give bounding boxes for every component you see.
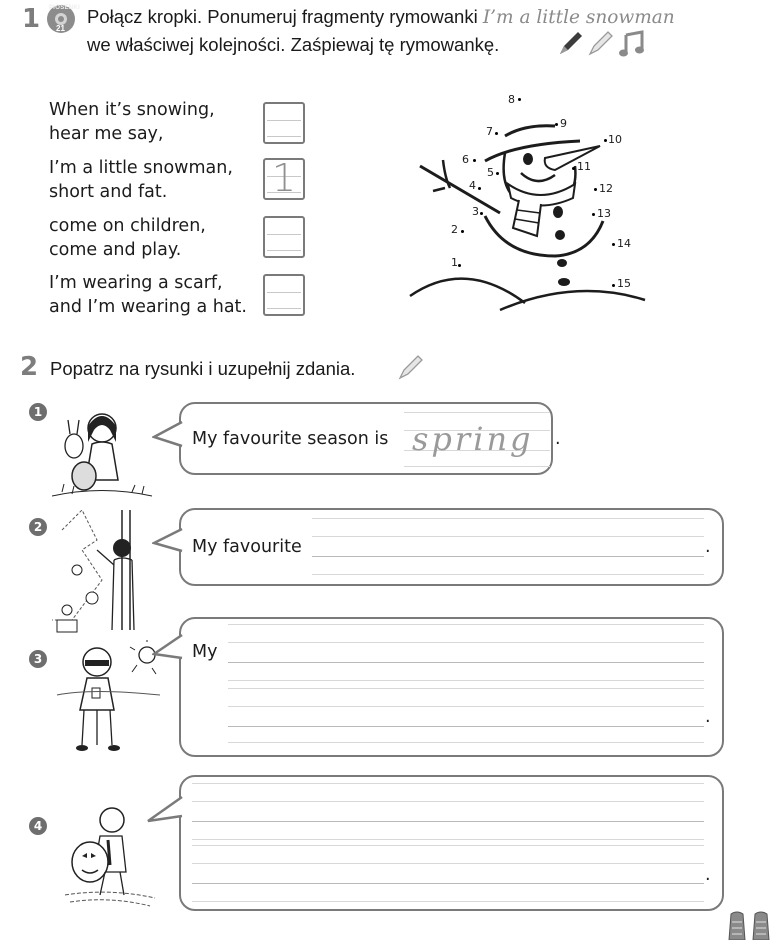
exercise-1-instruction-line2: we właściwej kolejności. Zaśpiewaj tę rymowankę. bbox=[87, 34, 500, 55]
dot-label: 7 bbox=[486, 125, 493, 138]
pencil-light-icon bbox=[396, 354, 424, 387]
sentence-prompt: My bbox=[192, 642, 218, 662]
spring-illustration bbox=[52, 400, 162, 500]
exercise-2-number: 2 bbox=[20, 352, 39, 382]
answer-value: 1 bbox=[271, 156, 297, 200]
song-title: I’m a little snowman bbox=[482, 7, 675, 28]
cd-badge-label: PIOSENKI bbox=[49, 5, 81, 11]
fragment-line: and I’m wearing a hat. bbox=[49, 297, 247, 317]
dot-label: 5 bbox=[487, 166, 494, 179]
dot-label: 11 bbox=[577, 160, 591, 173]
exercise-2-instruction: Popatrz na rysunki i uzupełnij zdania. bbox=[50, 358, 356, 379]
dot-label: 1 bbox=[451, 256, 458, 269]
item-number: 2 bbox=[29, 518, 47, 536]
sentence-end: . bbox=[705, 707, 711, 727]
snowman-dot-to-dot bbox=[405, 88, 655, 313]
answer-field[interactable] bbox=[192, 783, 704, 903]
sentence-end: . bbox=[555, 429, 561, 449]
dot-label: 6 bbox=[462, 153, 469, 166]
dot-label: 2 bbox=[451, 223, 458, 236]
dot-label: 8 bbox=[508, 93, 515, 106]
speech-bubble-tail bbox=[152, 527, 184, 557]
instruction-text: Połącz kropki. Ponumeruj fragmenty rymowanki bbox=[87, 6, 483, 27]
sentence-end: . bbox=[705, 865, 711, 885]
dot-label: 10 bbox=[608, 133, 622, 146]
sentence-prompt: My favourite bbox=[192, 537, 302, 557]
dot-label: 9 bbox=[560, 117, 567, 130]
answer-box[interactable] bbox=[263, 274, 305, 316]
dot-label: 14 bbox=[617, 237, 631, 250]
exercise-1-number: 1 bbox=[22, 4, 41, 34]
pencil-light-icon bbox=[586, 30, 614, 63]
fragment-line: I’m a little snowman, bbox=[49, 158, 233, 178]
answer-box[interactable] bbox=[263, 102, 305, 144]
dot-label: 13 bbox=[597, 207, 611, 220]
fragment-line: hear me say, bbox=[49, 124, 164, 144]
traced-answer: spring bbox=[412, 420, 534, 458]
speech-bubble-tail bbox=[146, 795, 184, 827]
answer-field[interactable] bbox=[312, 518, 704, 578]
answer-box[interactable] bbox=[263, 216, 305, 258]
item-number: 4 bbox=[29, 817, 47, 835]
speech-bubble-tail bbox=[152, 632, 184, 664]
rhyme-fragment bbox=[49, 98, 215, 146]
rhyme-fragment bbox=[49, 156, 233, 204]
autumn-illustration bbox=[60, 800, 160, 910]
sentence-prompt: My favourite season is bbox=[192, 429, 389, 449]
sentence-end: . bbox=[705, 537, 711, 557]
summer-illustration bbox=[52, 640, 162, 758]
item-number: 1 bbox=[29, 403, 47, 421]
rhyme-fragment bbox=[49, 214, 206, 262]
answer-field[interactable] bbox=[228, 624, 704, 744]
cd-badge bbox=[46, 4, 81, 34]
cd-track-number: 21 bbox=[56, 24, 65, 33]
winter-illustration bbox=[52, 510, 162, 634]
fragment-line: short and fat. bbox=[49, 182, 168, 202]
music-note-icon bbox=[619, 30, 645, 63]
dot-label: 4 bbox=[469, 179, 476, 192]
exercise-1-instruction bbox=[87, 6, 675, 28]
fragment-line: I’m wearing a scarf, bbox=[49, 273, 223, 293]
rhyme-fragment bbox=[49, 271, 247, 319]
dot-label: 3 bbox=[472, 205, 479, 218]
dot-label: 12 bbox=[599, 182, 613, 195]
answer-box[interactable] bbox=[263, 158, 305, 200]
fragment-line: When it’s snowing, bbox=[49, 100, 215, 120]
fragment-line: come on children, bbox=[49, 216, 206, 236]
dot-label: 15 bbox=[617, 277, 631, 290]
pencil-dark-icon bbox=[556, 30, 584, 63]
item-number: 3 bbox=[29, 650, 47, 668]
answer-field[interactable] bbox=[404, 408, 550, 468]
speech-bubble-tail bbox=[152, 420, 184, 450]
fragment-line: come and play. bbox=[49, 240, 182, 260]
